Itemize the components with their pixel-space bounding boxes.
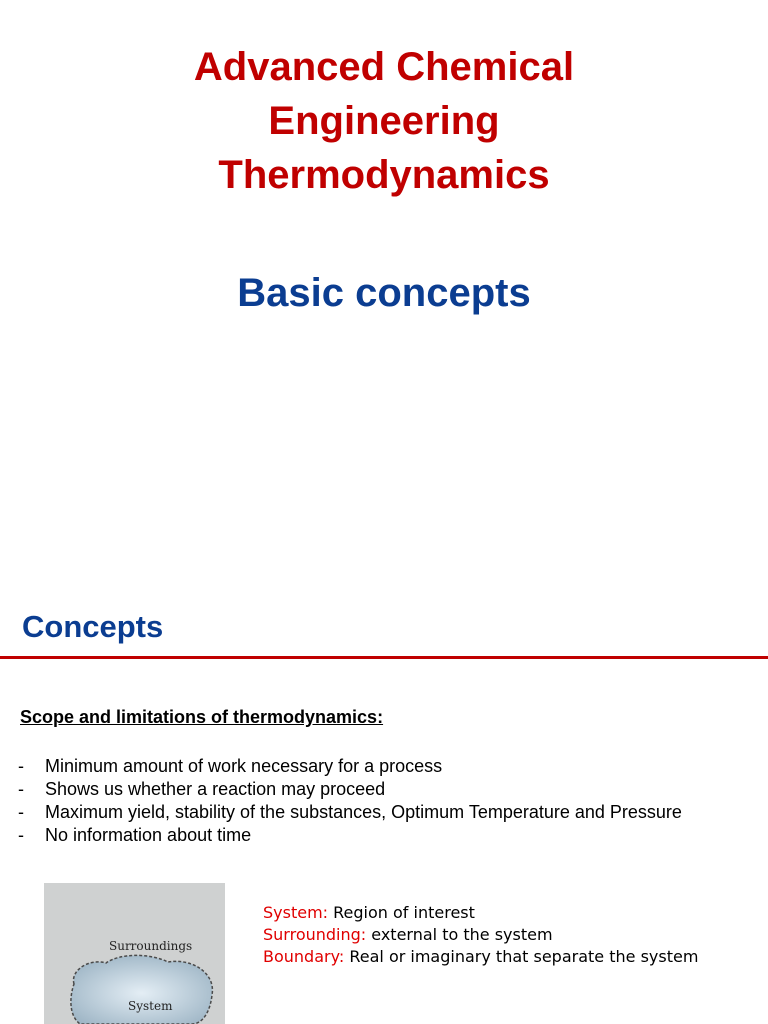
title-line-3: Thermodynamics bbox=[218, 153, 550, 197]
definition-boundary bbox=[263, 946, 698, 968]
title-line-2: Engineering bbox=[268, 99, 500, 143]
slide-title bbox=[0, 40, 768, 202]
list-item: - No information about time bbox=[18, 825, 252, 845]
bullet-text: No information about time bbox=[45, 825, 252, 845]
system-diagram bbox=[44, 883, 225, 1024]
definition-text: external to the system bbox=[366, 925, 553, 944]
surroundings-label: Surroundings bbox=[109, 939, 193, 953]
system-diagram-svg bbox=[44, 883, 225, 1024]
definition-term: Boundary: bbox=[263, 947, 345, 966]
title-line-1: Advanced Chemical bbox=[193, 45, 575, 89]
bullet-text: Minimum amount of work necessary for a process bbox=[45, 756, 443, 776]
system-boundary bbox=[71, 955, 213, 1024]
definition-system bbox=[263, 902, 698, 924]
scope-heading: Scope and limitations of thermodynamics: bbox=[20, 707, 384, 727]
list-item: - Shows us whether a reaction may proceed bbox=[18, 779, 386, 799]
concepts-heading: Concepts bbox=[22, 609, 164, 644]
definitions-list bbox=[263, 902, 698, 968]
slide-subtitle: Basic concepts bbox=[237, 271, 531, 315]
bullet-list bbox=[18, 755, 718, 847]
heading-divider bbox=[0, 656, 768, 659]
definition-surrounding bbox=[263, 924, 698, 946]
definition-text: Region of interest bbox=[328, 903, 475, 922]
bullet-text: Shows us whether a reaction may proceed bbox=[45, 779, 386, 799]
system-label: System bbox=[128, 999, 173, 1013]
concepts-slide bbox=[0, 585, 768, 1024]
list-item: - Minimum amount of work necessary for a process bbox=[18, 756, 443, 776]
definition-term: System: bbox=[263, 903, 329, 922]
list-item: - Maximum yield, stability of the substances, Optimum Temperature and Pressure bbox=[18, 802, 682, 822]
definition-term: Surrounding: bbox=[263, 925, 367, 944]
definition-text: Real or imaginary that separate the system bbox=[344, 947, 699, 966]
bullet-text: Maximum yield, stability of the substances, Optimum Temperature and Pressure bbox=[45, 802, 682, 822]
